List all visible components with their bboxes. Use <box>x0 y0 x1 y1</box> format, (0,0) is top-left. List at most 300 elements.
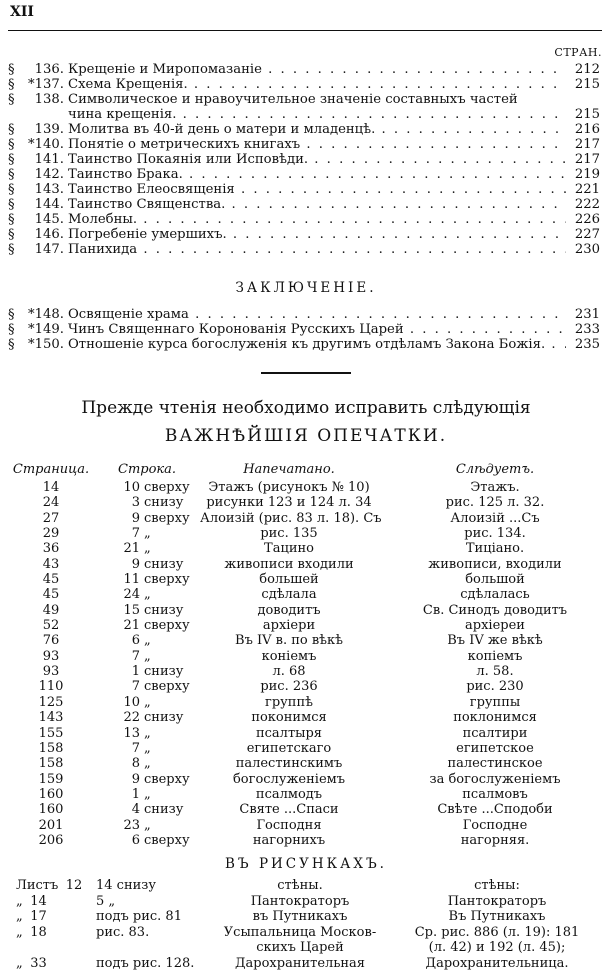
entry-page: 231 <box>574 307 600 322</box>
errata-should: Господне <box>462 817 528 833</box>
table-row <box>0 541 612 556</box>
figure-sheet-label: „ <box>16 893 23 909</box>
errata-title: Прежде чтенія необходимо исправить слѣдующія <box>81 398 531 418</box>
figure-sheet <box>16 940 90 956</box>
errata-line-direction: снизу <box>144 664 184 680</box>
figure-sheet <box>16 894 90 910</box>
entry-number: *137. <box>28 77 64 92</box>
table-row <box>0 511 612 526</box>
errata-page: 24 <box>42 495 60 511</box>
entry-page: 215 <box>574 107 600 122</box>
table-row <box>0 925 612 941</box>
errata-line-direction: „ <box>144 725 151 741</box>
errata-line-direction: „ <box>144 526 151 542</box>
figure-sheet-number: 18 <box>30 924 47 940</box>
errata-printed: большей <box>259 572 319 588</box>
figure-sheet-label: „ <box>16 924 23 940</box>
errata-page: 110 <box>38 679 64 695</box>
figures-errata-table <box>0 878 612 971</box>
table-row <box>0 603 612 618</box>
errata-printed: псалтыря <box>255 725 322 741</box>
errata-line-direction: сверху <box>144 572 190 588</box>
errata-should: живописи, входили <box>428 556 562 572</box>
errata-printed: доводитъ <box>257 602 321 618</box>
errata-should: Свѣте ...Сподоби <box>437 802 553 818</box>
toc-entry <box>8 242 600 257</box>
figure-should: Въ Путникахъ <box>448 909 546 924</box>
errata-line <box>96 587 206 602</box>
errata-line-direction: сверху <box>144 771 190 787</box>
figure-sheet <box>16 925 90 941</box>
section-sign: § <box>8 62 15 77</box>
errata-printed: Тацино <box>264 541 314 557</box>
errata-page: 36 <box>42 541 60 557</box>
errata-page: 158 <box>38 740 64 756</box>
errata-line-number: 1 <box>131 786 140 802</box>
errata-line-direction: снизу <box>144 710 184 726</box>
errata-page: 201 <box>38 817 64 833</box>
toc-entry <box>8 212 600 227</box>
toc-entry <box>8 322 600 337</box>
errata-line-direction: сверху <box>144 832 190 848</box>
section-sign: § <box>8 137 15 152</box>
errata-should: поклонимся <box>453 710 537 726</box>
errata-page: 160 <box>38 786 64 802</box>
errata-line <box>96 557 206 572</box>
errata-page: 29 <box>42 526 60 542</box>
figure-sheet-number: 14 <box>30 893 47 909</box>
errata-subtitle: ВАЖНѢЙШІЯ ОПЕЧАТКИ. <box>164 426 448 446</box>
table-row <box>0 741 612 756</box>
errata-header-row <box>0 462 612 480</box>
errata-should: Св. Синодъ доводитъ <box>422 602 568 618</box>
header-printed: Напечатано. <box>243 462 335 477</box>
errata-line <box>96 526 206 541</box>
entry-number: 141. <box>34 152 64 167</box>
errata-page: 160 <box>38 802 64 818</box>
errata-printed: богослуженіемъ <box>232 771 346 787</box>
entry-title: Схема Крещенія. . . . <box>68 77 566 92</box>
toc-entry <box>8 152 600 167</box>
errata-line-number: 23 <box>123 817 140 833</box>
errata-printed: нагорнихъ <box>252 832 326 848</box>
errata-line <box>96 695 206 710</box>
entry-page: 235 <box>574 337 600 352</box>
errata-line <box>96 679 206 694</box>
errata-should: за богослуженіемъ <box>429 771 561 787</box>
figure-should: Пантократоръ <box>447 893 547 909</box>
figure-sheet-number: 17 <box>30 909 47 924</box>
figure-should: стѣны: <box>474 878 520 893</box>
figure-sheet-label: „ <box>16 955 23 971</box>
errata-should: Тиціано. <box>465 541 525 557</box>
errata-line-direction: „ <box>144 648 151 664</box>
table-row <box>0 557 612 572</box>
figure-sheet-number: 33 <box>30 955 47 971</box>
errata-line-direction: „ <box>144 587 151 603</box>
errata-line <box>96 756 206 771</box>
table-row <box>0 833 612 848</box>
entry-page: 227 <box>574 227 600 242</box>
figure-sheet <box>16 956 90 972</box>
conclusion-list <box>8 307 600 352</box>
errata-line-number: 1 <box>131 664 140 680</box>
errata-line <box>96 802 206 817</box>
figure-sheet <box>16 909 90 925</box>
errata-line-direction: „ <box>144 786 151 802</box>
table-row <box>0 772 612 787</box>
header-should: Слѣдуетъ. <box>455 462 535 477</box>
errata-page: 143 <box>38 710 64 726</box>
entry-number: 147. <box>34 242 64 257</box>
errata-line-direction: „ <box>144 756 151 772</box>
figure-printed: скихъ Царей <box>256 940 344 955</box>
entry-number: 139. <box>34 122 64 137</box>
errata-should: Этажъ. <box>470 480 520 495</box>
errata-printed: Святе ...Спаси <box>239 802 339 818</box>
figure-should: Ср. рис. 886 (л. 19): 181 <box>414 924 580 940</box>
errata-should: л. 58. <box>476 664 514 680</box>
errata-should: рис. 125 л. 32. <box>445 495 545 511</box>
entry-page: 233 <box>574 322 600 337</box>
header-line: Строка. <box>118 462 177 477</box>
entry-number: *140. <box>28 137 64 152</box>
errata-line-number: 21 <box>123 541 140 557</box>
section-sign: § <box>8 197 15 212</box>
errata-line <box>96 541 206 556</box>
errata-page: 52 <box>42 618 60 634</box>
entry-number: 143. <box>34 182 64 197</box>
entry-number: 144. <box>34 197 64 212</box>
errata-line <box>96 664 206 679</box>
errata-printed: рисунки 123 и 124 л. 34 <box>206 495 372 511</box>
entry-title: Молитва въ 40-й день о матери и младенцѣ. . . . <box>68 122 566 137</box>
errata-page: 93 <box>42 648 60 664</box>
table-row <box>0 710 612 725</box>
errata-page: 206 <box>38 832 64 848</box>
errata-printed: Алоизій (рис. 83 л. 18). Съ <box>200 510 382 526</box>
entry-page: 217 <box>574 152 600 167</box>
errata-line <box>96 741 206 756</box>
errata-page: 155 <box>38 725 64 741</box>
errata-line <box>96 726 206 741</box>
entry-title: Таинство Священства. . . . <box>68 197 566 212</box>
conclusion-heading: ЗАКЛЮЧЕНІЕ. <box>235 280 377 296</box>
errata-line-number: 10 <box>123 694 140 710</box>
entry-number: 138. <box>34 92 64 107</box>
entry-page: 222 <box>574 197 600 212</box>
table-of-contents <box>8 62 600 257</box>
header-rule <box>8 30 602 31</box>
errata-line <box>96 818 206 833</box>
table-row <box>0 664 612 679</box>
errata-printed: Господня <box>256 817 322 833</box>
errata-line <box>96 633 206 648</box>
errata-should: Алоизій ...Съ <box>450 510 540 526</box>
errata-line-direction: сверху <box>144 480 190 495</box>
figure-line: подъ рис. 81 <box>96 909 182 924</box>
errata-should: сдѣлалась <box>460 587 530 603</box>
errata-should: рис. 230 <box>466 679 524 695</box>
figure-line: 5 „ <box>96 893 116 909</box>
errata-page: 159 <box>38 771 64 787</box>
entry-title: Таинство Елеосвященія . . . <box>68 182 566 197</box>
errata-line-number: 7 <box>131 648 140 664</box>
table-row <box>0 818 612 833</box>
errata-line <box>96 603 206 618</box>
table-row <box>0 940 612 956</box>
entry-number: 136. <box>34 62 64 77</box>
toc-entry <box>8 167 600 182</box>
errata-line-direction: снизу <box>144 802 184 818</box>
figure-printed: Пантократоръ <box>250 893 350 909</box>
errata-should: египетское <box>456 740 534 756</box>
errata-line-direction: снизу <box>144 495 184 511</box>
errata-line <box>96 710 206 725</box>
errata-line-number: 7 <box>131 679 140 695</box>
errata-line <box>96 618 206 633</box>
table-row <box>0 787 612 802</box>
errata-line <box>96 833 206 848</box>
errata-line-number: 3 <box>131 495 140 511</box>
table-row <box>0 572 612 587</box>
entry-title: Символическое и нравоучительное значеніе составныхъ частей <box>68 92 518 107</box>
errata-line-number: 22 <box>123 710 140 726</box>
entry-number: 145. <box>34 212 64 227</box>
toc-entry <box>8 182 600 197</box>
entry-number: 142. <box>34 167 64 182</box>
errata-printed: рис. 135 <box>260 526 318 542</box>
errata-should: архіереи <box>465 618 525 634</box>
errata-line-number: 15 <box>123 602 140 618</box>
errata-page: 27 <box>42 510 60 526</box>
figure-should: Дарохранительница. <box>425 955 569 971</box>
errata-line-number: 6 <box>131 832 140 848</box>
errata-printed: поконимся <box>251 710 327 726</box>
toc-entry <box>8 307 600 322</box>
errata-should: псалмовъ <box>462 786 528 802</box>
errata-printed: коніемъ <box>261 648 317 664</box>
errata-line-direction: „ <box>144 541 151 557</box>
toc-entry <box>8 107 600 122</box>
entry-title: Крещеніе и Миропомазаніе . . . <box>68 62 566 77</box>
entry-page: 221 <box>574 182 600 197</box>
errata-page: 158 <box>38 756 64 772</box>
errata-printed: египетскаго <box>246 740 332 756</box>
figure-sheet-label: Листъ <box>16 878 59 893</box>
errata-table <box>0 462 612 848</box>
entry-title: Освященіе храма . . . <box>68 307 566 322</box>
table-row <box>0 894 612 910</box>
page-number: XII <box>10 4 34 20</box>
errata-line-direction: снизу <box>144 602 184 618</box>
table-row <box>0 526 612 541</box>
table-row <box>0 695 612 710</box>
entry-page: 217 <box>574 137 600 152</box>
entry-title: Молебны. . . . <box>68 212 566 227</box>
table-row <box>0 495 612 510</box>
errata-printed: л. 68 <box>272 664 306 680</box>
figure-line: рис. 83. <box>96 924 150 940</box>
toc-entry <box>8 137 600 152</box>
errata-should: большой <box>465 572 525 588</box>
figure-line: 14 снизу <box>96 878 157 893</box>
errata-line-number: 10 <box>123 480 140 495</box>
table-row <box>0 878 612 894</box>
section-divider <box>261 372 351 374</box>
errata-printed: рис. 236 <box>260 679 318 695</box>
errata-line-number: 9 <box>131 556 140 572</box>
errata-line <box>96 511 206 526</box>
table-row <box>0 618 612 633</box>
toc-entry <box>8 62 600 77</box>
figure-printed: въ Путникахъ <box>252 909 348 924</box>
toc-entry <box>8 337 600 352</box>
figure-sheet <box>16 878 90 894</box>
errata-line-number: 7 <box>131 526 140 542</box>
errata-page: 45 <box>42 572 60 588</box>
errata-should: рис. 134. <box>464 526 526 542</box>
entry-page: 219 <box>574 167 600 182</box>
errata-page: 125 <box>38 694 64 710</box>
errata-line-number: 13 <box>123 725 140 741</box>
section-sign: § <box>8 307 15 322</box>
figure-sheet-label: „ <box>16 909 23 924</box>
figure-printed: Дарохранительная <box>234 955 366 971</box>
table-row <box>0 756 612 771</box>
section-sign: § <box>8 92 15 107</box>
entry-number: 146. <box>34 227 64 242</box>
errata-line-direction: сверху <box>144 679 190 695</box>
section-sign: § <box>8 242 15 257</box>
errata-line-number: 9 <box>131 510 140 526</box>
section-sign: § <box>8 77 15 92</box>
entry-page: 212 <box>574 62 600 77</box>
toc-entry <box>8 227 600 242</box>
entry-title: Таинство Брака. . . . <box>68 167 566 182</box>
errata-line-number: 4 <box>131 802 140 818</box>
entry-title: Погребеніе умершихъ. . . . <box>68 227 566 242</box>
errata-line-number: 9 <box>131 771 140 787</box>
errata-should: палестинское <box>447 756 543 772</box>
entry-page: 215 <box>574 77 600 92</box>
section-sign: § <box>8 152 15 167</box>
errata-printed: палестинскимъ <box>235 756 343 772</box>
section-sign: § <box>8 167 15 182</box>
entry-page: 216 <box>574 122 600 137</box>
entry-title: Чинъ Священнаго Коронованія Русскихъ Царей . . . <box>68 322 566 337</box>
errata-line <box>96 495 206 510</box>
errata-should: Въ IV же вѣкѣ <box>447 633 543 649</box>
errata-line-direction: „ <box>144 817 151 833</box>
toc-entry <box>8 122 600 137</box>
errata-page: 14 <box>42 480 60 495</box>
errata-line-number: 24 <box>123 587 140 603</box>
table-row <box>0 587 612 602</box>
figure-printed: стѣны. <box>277 878 323 893</box>
errata-printed: группѣ <box>265 694 313 710</box>
header-page: Страница. <box>12 462 90 477</box>
toc-entry <box>8 77 600 92</box>
errata-printed: сдѣлала <box>261 587 317 603</box>
errata-printed: Въ IV в. по вѣкѣ <box>235 633 343 649</box>
section-sign: § <box>8 337 15 352</box>
errata-line <box>96 480 206 495</box>
errata-line-direction: „ <box>144 633 151 649</box>
section-sign: § <box>8 212 15 227</box>
errata-line-number: 11 <box>123 572 140 588</box>
entry-page: 226 <box>574 212 600 227</box>
figures-heading: ВЪ РИСУНКАХЪ. <box>225 856 387 872</box>
section-sign: § <box>8 122 15 137</box>
errata-line-number: 21 <box>123 618 140 634</box>
entry-page: 230 <box>574 242 600 257</box>
errata-line-direction: сверху <box>144 618 190 634</box>
table-row <box>0 956 612 972</box>
figure-sheet-number: 12 <box>65 878 83 893</box>
errata-page: 45 <box>42 587 60 603</box>
errata-printed: архіери <box>262 618 316 634</box>
toc-entry <box>8 197 600 212</box>
figure-printed: Усыпальница Москов- <box>223 924 377 940</box>
table-row <box>0 909 612 925</box>
errata-should: нагорняя. <box>460 832 530 848</box>
section-sign: § <box>8 322 15 337</box>
figure-line: подъ рис. 128. <box>96 955 195 971</box>
errata-line-number: 6 <box>131 633 140 649</box>
errata-line <box>96 572 206 587</box>
table-row <box>0 726 612 741</box>
figure-should: (л. 42) и 192 (л. 45); <box>428 940 566 955</box>
errata-line-number: 8 <box>131 756 140 772</box>
errata-line <box>96 649 206 664</box>
section-sign: § <box>8 182 15 197</box>
errata-line-direction: сверху <box>144 510 190 526</box>
errata-page: 43 <box>42 556 60 572</box>
entry-title: Отношеніе курса богослуженія къ другимъ отдѣламъ Закона Божія. . . . <box>68 337 566 352</box>
entry-title: Таинство Покаянія или Исповѣди. . . . <box>68 152 566 167</box>
errata-printed: живописи входили <box>224 556 354 572</box>
errata-page: 76 <box>42 633 60 649</box>
section-sign: § <box>8 227 15 242</box>
errata-line <box>96 787 206 802</box>
table-row <box>0 802 612 817</box>
errata-line-number: 7 <box>131 740 140 756</box>
errata-printed: Этажъ (рисунокъ № 10) <box>208 480 370 495</box>
page-column-header: СТРАН. <box>554 46 602 59</box>
entry-title: Понятіе о метрическихъ книгахъ . . . <box>68 137 566 152</box>
errata-line-direction: „ <box>144 740 151 756</box>
table-row <box>0 480 612 495</box>
toc-entry <box>8 92 600 107</box>
entry-number: *149. <box>28 322 64 337</box>
table-row <box>0 679 612 694</box>
errata-page: 93 <box>42 664 60 680</box>
table-row <box>0 633 612 648</box>
table-row <box>0 649 612 664</box>
errata-should: копіемъ <box>467 648 523 664</box>
errata-line-direction: снизу <box>144 556 184 572</box>
entry-number: *148. <box>28 307 64 322</box>
entry-title: чина крещенія. . . . <box>68 107 566 122</box>
errata-should: группы <box>469 694 521 710</box>
errata-line <box>96 772 206 787</box>
errata-printed: псалмодъ <box>255 786 323 802</box>
entry-title: Панихида . . . <box>68 242 566 257</box>
entry-number: *150. <box>28 337 64 352</box>
errata-line-direction: „ <box>144 694 151 710</box>
errata-should: псалтири <box>462 725 528 741</box>
